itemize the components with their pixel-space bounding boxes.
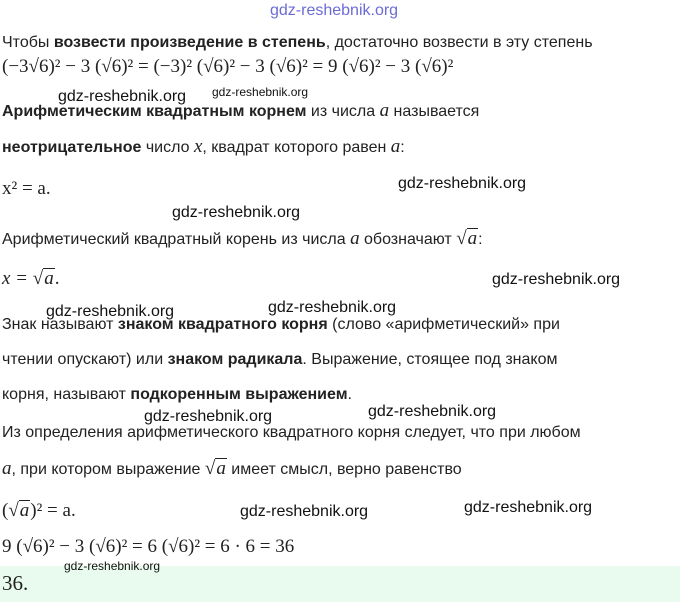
watermark: gdz-reshebnik.org — [464, 499, 593, 516]
variable: a — [467, 228, 478, 249]
watermark: gdz-reshebnik.org — [46, 303, 175, 320]
variable: a — [19, 500, 30, 521]
formula-root — [2, 268, 59, 290]
paragraph-consequence-cont — [2, 458, 462, 480]
text: из числа — [306, 103, 380, 120]
watermark: gdz-reshebnik.org — [368, 403, 497, 420]
bold-term: знаком радикала — [167, 351, 303, 368]
radical-sign: √ — [204, 458, 216, 479]
text: : — [478, 231, 483, 248]
watermark: gdz-reshebnik.org — [172, 204, 301, 221]
formula-text: )² = a. — [30, 500, 76, 521]
paragraph-definition-cont — [2, 136, 405, 158]
text: корня, называют — [2, 386, 131, 403]
paragraph-notation — [2, 228, 483, 250]
text: , квадрат которого равен — [202, 139, 391, 156]
variable: a — [216, 458, 226, 479]
watermark: gdz-reshebnik.org — [240, 503, 369, 520]
text: : — [400, 139, 405, 156]
paragraph-power-rule — [2, 34, 593, 52]
formula-expansion: (−3√6)² − 3 (√6)² = (−3)² (√6)² − 3 (√6)² = 9 (√6)² − 3 (√6)² — [2, 56, 454, 77]
text: Чтобы — [2, 34, 54, 51]
text: . Выражение, стоящее под знаком — [302, 351, 558, 368]
text: Арифметический квадратный корень из числа — [2, 231, 351, 248]
variable: a — [390, 136, 401, 157]
text: Знак называют — [2, 316, 118, 333]
bold-term: возвести произведение в степень — [53, 34, 326, 51]
watermark: gdz-reshebnik.org — [268, 299, 397, 316]
watermark: gdz-reshebnik.org — [58, 88, 187, 105]
radical-sign: √ — [8, 500, 19, 521]
text: обозначают — [359, 231, 457, 248]
paragraph-consequence: Из определения арифметического квадратного корня следует, что при любом — [2, 424, 581, 441]
text: , при котором выражение — [11, 461, 205, 478]
text: имеет смысл, верно равенство — [226, 461, 462, 478]
text: , достаточно возвести в эту степень — [325, 34, 593, 51]
radical-sign: √ — [32, 268, 44, 289]
variable: a — [379, 100, 390, 121]
formula-text: ( — [2, 500, 9, 521]
text: чтении опускают) или — [2, 351, 168, 368]
bold-term: неотрицательное — [2, 139, 142, 156]
watermark: gdz-reshebnik.org — [64, 559, 161, 573]
bold-term: Арифметическим квадратным корнем — [2, 103, 307, 120]
text: (слово «арифметический» при — [327, 316, 560, 333]
variable: a — [350, 228, 360, 249]
radical-sign: √ — [456, 228, 467, 249]
answer: 36. — [2, 571, 29, 595]
paragraph-sign-cont — [2, 351, 557, 369]
formula-identity — [2, 500, 76, 522]
variable: x — [193, 136, 203, 157]
bold-term: знаком квадратного корня — [117, 316, 328, 333]
variable: a — [2, 458, 12, 479]
text: число — [141, 139, 194, 156]
text: . — [347, 386, 352, 403]
variable: a — [44, 268, 54, 289]
formula-square: x² = a. — [2, 178, 51, 199]
formula-text: x = — [2, 268, 33, 289]
watermark: gdz-reshebnik.org — [144, 408, 273, 425]
site-title: gdz-reshebnik.org — [270, 2, 399, 19]
bold-term: подкоренным выражением — [130, 386, 348, 403]
watermark: gdz-reshebnik.org — [398, 175, 527, 192]
formula-text: . — [54, 268, 60, 289]
watermark: gdz-reshebnik.org — [212, 85, 309, 99]
paragraph-radicand — [2, 386, 352, 404]
watermark: gdz-reshebnik.org — [492, 271, 621, 288]
formula-solution: 9 (√6)² − 3 (√6)² = 6 (√6)² = 6 · 6 = 36 — [2, 536, 295, 557]
text: называется — [389, 103, 480, 120]
